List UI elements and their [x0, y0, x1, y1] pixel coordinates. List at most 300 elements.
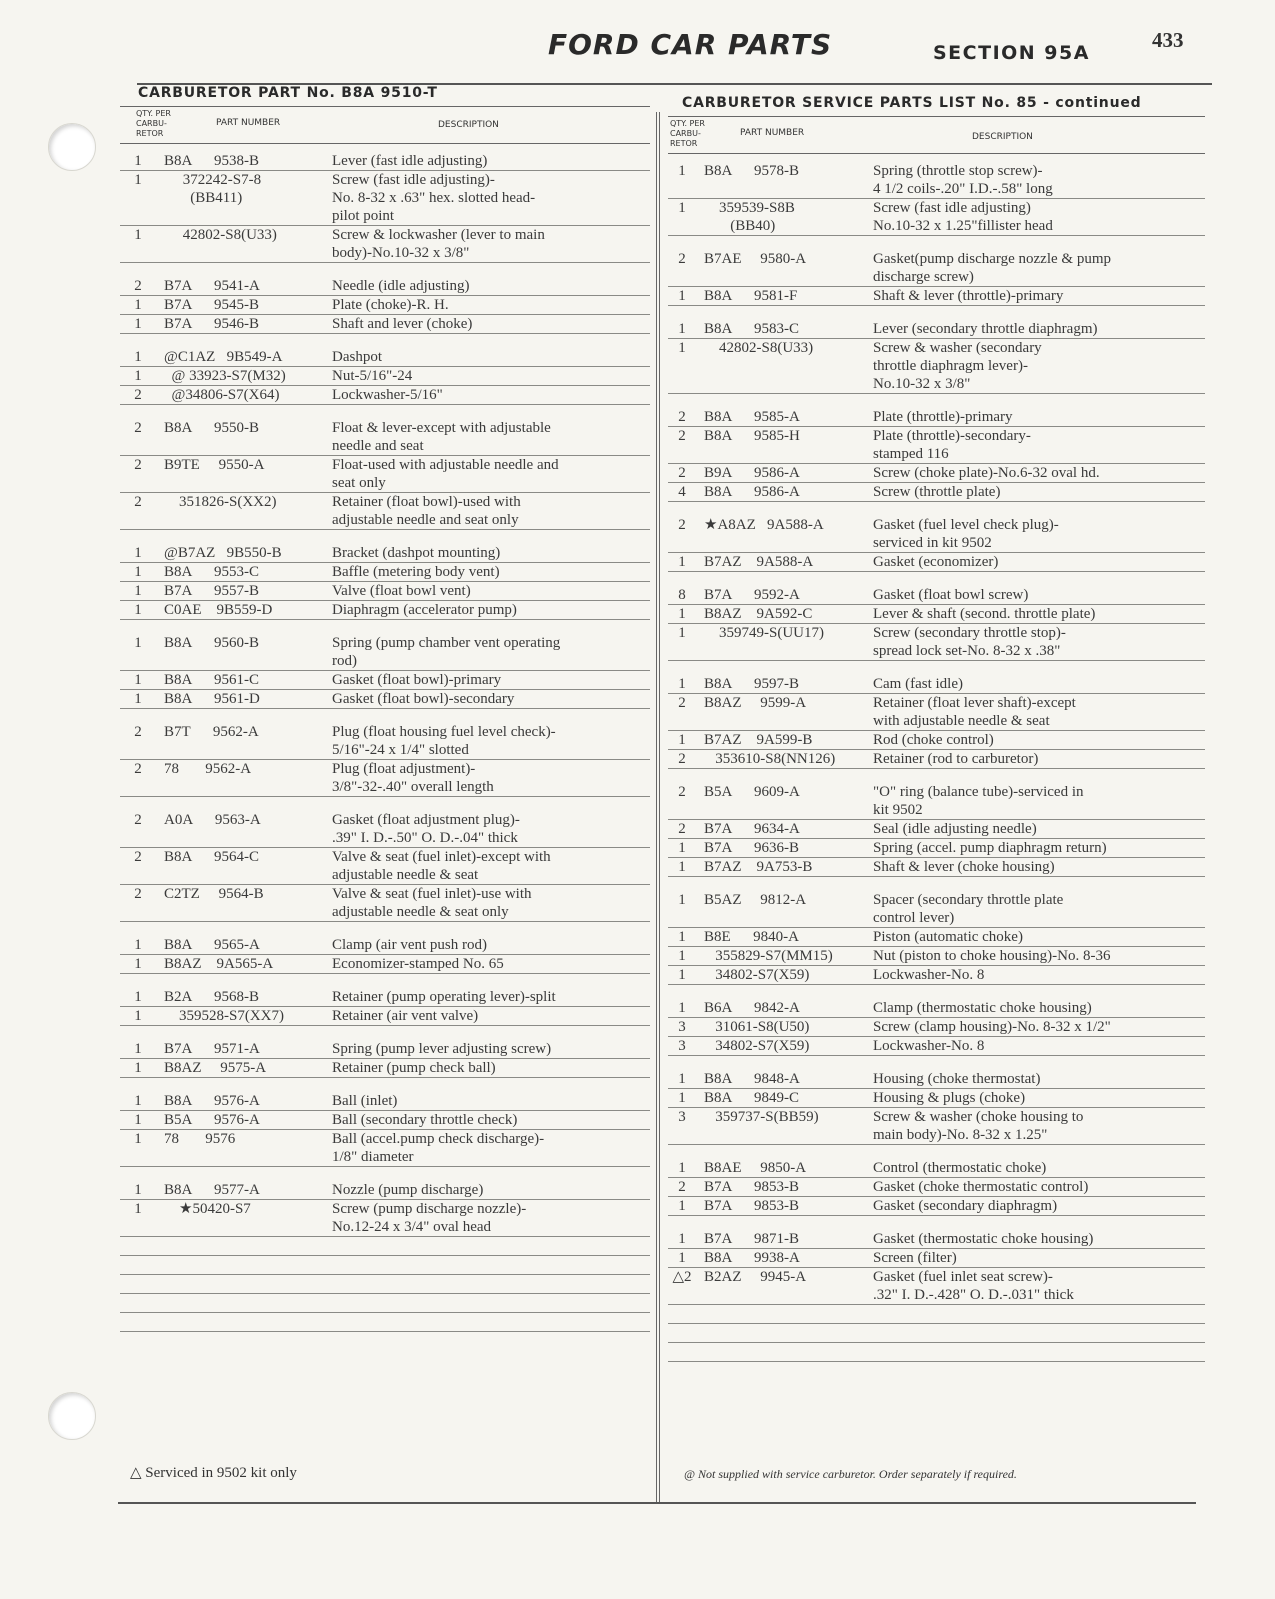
blank-ruled-line [120, 1237, 650, 1256]
part-row [120, 601, 650, 620]
description: Nut-5/16"-24 [332, 368, 413, 384]
description: Lockwasher-5/16" [332, 387, 443, 403]
qty: 1 [678, 554, 686, 570]
description-header: DESCRIPTION [972, 132, 1033, 142]
part-number: B8A 9553-C [164, 564, 260, 580]
part-number: 31061-S8(U50) [704, 1019, 810, 1035]
qty: 1 [134, 1060, 142, 1076]
part-row [668, 999, 1205, 1018]
qty: 1 [134, 172, 142, 188]
description: Housing & plugs (choke) [873, 1090, 1026, 1106]
right-column-header [668, 116, 1205, 154]
part-row [668, 694, 1205, 731]
part-number: B8A 9577-A [164, 1182, 260, 1198]
brand-title: FORD CAR PARTS [548, 28, 833, 61]
blank-ruled-line [668, 1305, 1205, 1324]
description: Gasket (economizer) [873, 554, 999, 570]
qty: 1 [678, 840, 686, 856]
part-row [668, 250, 1205, 287]
part-row [120, 1059, 650, 1078]
qty: 1 [678, 676, 686, 692]
part-number: B7A 9557-B [164, 583, 260, 599]
part-row [668, 516, 1205, 553]
part-row [120, 386, 650, 405]
part-number: B8A 9849-C [704, 1090, 800, 1106]
part-number: 359737-S(BB59) [704, 1109, 819, 1125]
binder-hole-top [48, 123, 96, 171]
part-row [668, 1268, 1205, 1305]
part-row [120, 848, 650, 885]
description: Lever & shaft (second. throttle plate) [873, 606, 1096, 622]
part-row [120, 171, 650, 226]
qty: 2 [678, 784, 686, 800]
part-number: 372242-S7-8 (BB411) [182, 172, 262, 206]
qty: 1 [134, 368, 142, 384]
part-row [668, 731, 1205, 750]
qty: 1 [678, 606, 686, 622]
description: Screw (secondary throttle stop)- spread lock set-No. 8-32 x .38" [873, 625, 1066, 659]
description: Retainer (pump operating lever)-split [332, 989, 556, 1005]
part-row [120, 671, 650, 690]
description: Rod (choke control) [873, 732, 994, 748]
part-row [668, 320, 1205, 339]
qty: 2 [678, 517, 686, 533]
part-number: B9TE 9550-A [164, 457, 265, 473]
part-row [668, 162, 1205, 199]
qty-header: QTY. PER CARBU- RETOR [136, 109, 171, 138]
part-row [120, 152, 650, 171]
part-row [120, 226, 650, 263]
qty: 1 [678, 732, 686, 748]
blank-ruled-line [668, 1324, 1205, 1343]
left-column-header [120, 106, 650, 144]
blank-ruled-line [120, 1256, 650, 1275]
description: Gasket (secondary diaphragm) [873, 1198, 1058, 1214]
part-number: B5AZ 9812-A [704, 892, 807, 908]
qty: 2 [678, 751, 686, 767]
description: Ball (secondary throttle check) [332, 1112, 518, 1128]
part-number: B8A 9578-B [704, 163, 800, 179]
part-number: B6A 9842-A [704, 1000, 800, 1016]
part-row [668, 1159, 1205, 1178]
description: Retainer (float bowl)-used with adjustable needle and seat only [332, 494, 521, 528]
description: Cam (fast idle) [873, 676, 963, 692]
part-row [120, 885, 650, 922]
qty: 1 [678, 340, 686, 356]
qty: 1 [134, 691, 142, 707]
description: Screen (filter) [873, 1250, 957, 1266]
description: Spring (throttle stop screw)- 4 1/2 coils-.20" I.D.-.58" long [873, 163, 1053, 197]
qty: 1 [678, 967, 686, 983]
description: Gasket (float bowl)-primary [332, 672, 502, 688]
part-number: B8A 9848-A [704, 1071, 800, 1087]
qty-header: QTY. PER CARBU- RETOR [670, 119, 705, 148]
part-row [668, 553, 1205, 572]
part-row [120, 582, 650, 601]
part-number: B7A 9546-B [164, 316, 260, 332]
part-number: 34802-S7(X59) [704, 1038, 810, 1054]
part-number: B8AZ 9575-A [164, 1060, 267, 1076]
part-number: B7A 9592-A [704, 587, 800, 603]
part-row [668, 1070, 1205, 1089]
qty: 1 [134, 1131, 142, 1147]
description: Clamp (thermostatic choke housing) [873, 1000, 1092, 1016]
part-row [668, 783, 1205, 820]
description: Lockwasher-No. 8 [873, 967, 985, 983]
part-row [668, 1018, 1205, 1037]
section-label: SECTION 95A [933, 42, 1090, 64]
footer-rule [118, 1502, 1196, 1504]
part-row [120, 367, 650, 386]
part-row [120, 988, 650, 1007]
qty: 8 [678, 587, 686, 603]
part-number: A0A 9563-A [164, 812, 261, 828]
description: Retainer (pump check ball) [332, 1060, 496, 1076]
qty: 1 [134, 1201, 142, 1217]
part-number: B5A 9576-A [164, 1112, 260, 1128]
right-column-title: CARBURETOR SERVICE PARTS LIST No. 85 - continued [682, 95, 1142, 111]
qty: 2 [134, 886, 142, 902]
qty: 1 [134, 316, 142, 332]
qty: 1 [678, 948, 686, 964]
part-number: B7A 9871-B [704, 1231, 800, 1247]
part-row [120, 419, 650, 456]
part-row [120, 277, 650, 296]
part-row [120, 760, 650, 797]
qty: 2 [678, 1179, 686, 1195]
part-row [668, 839, 1205, 858]
part-row [120, 955, 650, 974]
description: Screw (pump discharge nozzle)- No.12-24 x 3/4" oval head [332, 1201, 527, 1235]
part-row [668, 1230, 1205, 1249]
description: Bracket (dashpot mounting) [332, 545, 501, 561]
description: Needle (idle adjusting) [332, 278, 470, 294]
part-number: B8A 9561-D [164, 691, 260, 707]
part-row [120, 936, 650, 955]
part-number: @B7AZ 9B550-B [164, 545, 282, 561]
qty: 1 [134, 545, 142, 561]
part-number: B7T 9562-A [164, 724, 259, 740]
qty: 2 [134, 420, 142, 436]
part-number: B8A 9561-C [164, 672, 260, 688]
part-row [120, 563, 650, 582]
description: Plate (throttle)-primary [873, 409, 1013, 425]
part-number: B8AZ 9599-A [704, 695, 807, 711]
qty: 3 [678, 1038, 686, 1054]
part-row [120, 315, 650, 334]
qty: 1 [678, 1000, 686, 1016]
description: Shaft & lever (choke housing) [873, 859, 1055, 875]
part-number: B7A 9634-A [704, 821, 800, 837]
description: Screw & washer (secondary throttle diaphragm lever)- No.10-32 x 3/8" [873, 340, 1042, 392]
part-row [668, 675, 1205, 694]
left-column-title: CARBURETOR PART No. B8A 9510-T [138, 85, 438, 101]
part-number: B8AZ 9A592-C [704, 606, 813, 622]
part-number: B9A 9586-A [704, 465, 800, 481]
description: Shaft & lever (throttle)-primary [873, 288, 1064, 304]
qty: 1 [678, 321, 686, 337]
qty: 2 [134, 387, 142, 403]
part-row [668, 1197, 1205, 1216]
qty: 1 [678, 1198, 686, 1214]
part-number: B8A 9583-C [704, 321, 800, 337]
description: Screw (fast idle adjusting) No.10-32 x 1.25"fillister head [873, 200, 1053, 234]
description: Gasket (thermostatic choke housing) [873, 1231, 1094, 1247]
blank-ruled-line [120, 1275, 650, 1294]
part-number: B7AZ 9A599-B [704, 732, 813, 748]
qty: 2 [134, 278, 142, 294]
qty: 1 [134, 153, 142, 169]
qty: 2 [678, 409, 686, 425]
description: Ball (inlet) [332, 1093, 398, 1109]
description: Gasket (float adjustment plug)- .39" I. D.-.50" O. D.-.04" thick [332, 812, 520, 846]
qty: 1 [678, 1090, 686, 1106]
description: Diaphragm (accelerator pump) [332, 602, 517, 618]
description: Plate (throttle)-secondary- stamped 116 [873, 428, 1031, 462]
qty: 1 [134, 1041, 142, 1057]
part-number: ★A8AZ 9A588-A [704, 517, 824, 533]
description: Float-used with adjustable needle and seat only [332, 457, 559, 491]
part-row [120, 1181, 650, 1200]
qty: 1 [678, 1071, 686, 1087]
part-row [120, 296, 650, 315]
qty: 1 [134, 227, 142, 243]
description: Gasket (float bowl screw) [873, 587, 1029, 603]
qty: 1 [134, 1112, 142, 1128]
part-row [668, 1249, 1205, 1268]
qty: 1 [678, 1250, 686, 1266]
description: Retainer (float lever shaft)-except with adjustable needle & seat [873, 695, 1076, 729]
part-row [668, 408, 1205, 427]
part-number: 78 9576 [164, 1131, 236, 1147]
part-number: @ 33923-S7(M32) [164, 368, 286, 384]
description: Screw (throttle plate) [873, 484, 1001, 500]
part-row [668, 624, 1205, 661]
part-row [120, 690, 650, 709]
qty: 1 [678, 1231, 686, 1247]
description: Screw (choke plate)-No.6-32 oval hd. [873, 465, 1100, 481]
description: Nut (piston to choke housing)-No. 8-36 [873, 948, 1111, 964]
description: Baffle (metering body vent) [332, 564, 500, 580]
description: Spring (pump lever adjusting screw) [332, 1041, 552, 1057]
description: Spacer (secondary throttle plate control lever) [873, 892, 1064, 926]
part-number: B8A 9938-A [704, 1250, 800, 1266]
part-number: B8A 9576-A [164, 1093, 260, 1109]
qty: 1 [134, 1008, 142, 1024]
part-row [120, 1040, 650, 1059]
part-row [668, 586, 1205, 605]
part-row [668, 858, 1205, 877]
qty: 2 [678, 821, 686, 837]
description: Float & lever-except with adjustable needle and seat [332, 420, 551, 454]
part-row [668, 199, 1205, 236]
part-number: 42802-S8(U33) [704, 340, 814, 356]
blank-ruled-line [120, 1313, 650, 1332]
part-number: B2AZ 9945-A [704, 1269, 807, 1285]
qty: 1 [134, 1093, 142, 1109]
footnote-not-supplied: @ Not supplied with service carburetor. Order separately if required. [684, 1467, 1017, 1481]
footnote-kit: △ Serviced in 9502 kit only [130, 1465, 297, 1481]
part-number: C0AE 9B559-D [164, 602, 273, 618]
description: "O" ring (balance tube)-serviced in kit 9502 [873, 784, 1084, 818]
qty: 2 [678, 465, 686, 481]
part-number: B8A 9586-A [704, 484, 800, 500]
page-number: 433 [1152, 28, 1184, 52]
part-number: 359539-S8B (BB40) [719, 200, 795, 234]
part-row [668, 947, 1205, 966]
description: Dashpot [332, 349, 382, 365]
part-row [668, 1089, 1205, 1108]
description: Gasket (fuel inlet seat screw)- .32" I. D.-.428" O. D.-.031" thick [873, 1269, 1074, 1303]
part-number: B7AE 9580-A [704, 251, 807, 267]
part-row [668, 1178, 1205, 1197]
qty: 1 [678, 163, 686, 179]
part-row [120, 493, 650, 530]
qty: 2 [134, 812, 142, 828]
description: Shaft and lever (choke) [332, 316, 473, 332]
part-row [668, 750, 1205, 769]
part-row [120, 1111, 650, 1130]
description-header: DESCRIPTION [438, 120, 499, 130]
left-parts-list [120, 152, 650, 1332]
part-number: B8A 9538-B [164, 153, 260, 169]
description: Valve & seat (fuel inlet)-use with adjustable needle & seat only [332, 886, 532, 920]
description: Retainer (air vent valve) [332, 1008, 479, 1024]
part-number: B2A 9568-B [164, 989, 260, 1005]
qty: 4 [678, 484, 686, 500]
part-row [668, 605, 1205, 624]
binder-hole-bottom [48, 1392, 96, 1440]
part-row [120, 1200, 650, 1237]
part-row [668, 820, 1205, 839]
part-row [668, 483, 1205, 502]
part-number: B8E 9840-A [704, 929, 799, 945]
qty: 2 [678, 695, 686, 711]
left-column [120, 80, 650, 1332]
description: Ball (accel.pump check discharge)- 1/8" diameter [332, 1131, 545, 1165]
description: Gasket (float bowl)-secondary [332, 691, 515, 707]
description: Housing (choke thermostat) [873, 1071, 1041, 1087]
part-row [668, 464, 1205, 483]
part-row [120, 456, 650, 493]
part-number: @34806-S7(X64) [164, 387, 280, 403]
part-row [668, 427, 1205, 464]
part-number: ★50420-S7 [164, 1201, 251, 1217]
qty: 1 [678, 929, 686, 945]
part-row [668, 287, 1205, 306]
blank-ruled-line [668, 1343, 1205, 1362]
description: Screw (clamp housing)-No. 8-32 x 1/2" [873, 1019, 1111, 1035]
part-number: B8A 9565-A [164, 937, 260, 953]
qty: 1 [134, 297, 142, 313]
part-row [668, 339, 1205, 394]
blank-ruled-line [120, 1294, 650, 1313]
description: Screw (fast idle adjusting)- No. 8-32 x .63" hex. slotted head- pilot point [332, 172, 536, 224]
description: Valve & seat (fuel inlet)-except with adjustable needle & seat [332, 849, 551, 883]
description: Spring (pump chamber vent operating rod) [332, 635, 561, 669]
qty: 1 [678, 892, 686, 908]
qty: 1 [678, 625, 686, 641]
part-number: B8AE 9850-A [704, 1160, 807, 1176]
part-number: B8AZ 9A565-A [164, 956, 274, 972]
right-column [668, 90, 1205, 1362]
part-row [120, 811, 650, 848]
part-number: B7A 9571-A [164, 1041, 260, 1057]
part-number: B7A 9853-B [704, 1179, 800, 1195]
qty: 1 [678, 288, 686, 304]
description: Gasket(pump discharge nozzle & pump discharge screw) [873, 251, 1111, 285]
qty: 3 [678, 1019, 686, 1035]
description: Screw & washer (choke housing to main body)-No. 8-32 x 1.25" [873, 1109, 1084, 1143]
qty: 2 [678, 428, 686, 444]
part-number: 359528-S7(XX7) [164, 1008, 284, 1024]
qty: 2 [134, 724, 142, 740]
part-number: 359749-S(UU17) [704, 625, 824, 641]
qty: 1 [134, 583, 142, 599]
part-number: B7AZ 9A588-A [704, 554, 814, 570]
qty: 1 [134, 937, 142, 953]
qty: 1 [134, 602, 142, 618]
description: Plate (choke)-R. H. [332, 297, 449, 313]
part-row [668, 1037, 1205, 1056]
part-number: B7A 9545-B [164, 297, 260, 313]
description: Gasket (choke thermostatic control) [873, 1179, 1089, 1195]
part-number: 353610-S8(NN126) [704, 751, 836, 767]
description: Piston (automatic choke) [873, 929, 1023, 945]
qty: 1 [134, 956, 142, 972]
qty: 1 [134, 1182, 142, 1198]
qty: 1 [678, 859, 686, 875]
description: Economizer-stamped No. 65 [332, 956, 504, 972]
description: Plug (float adjustment)- 3/8"-32-.40" overall length [332, 761, 494, 795]
part-number: B5A 9609-A [704, 784, 800, 800]
part-number: 42802-S8(U33) [164, 227, 277, 243]
qty: 1 [134, 564, 142, 580]
part-number-header: PART NUMBER [216, 118, 281, 128]
part-row [120, 1007, 650, 1026]
part-number: B7A 9541-A [164, 278, 260, 294]
qty: 1 [134, 672, 142, 688]
part-number: B7A 9636-B [704, 840, 800, 856]
part-row [668, 1108, 1205, 1145]
description: Lockwasher-No. 8 [873, 1038, 985, 1054]
qty: 2 [678, 251, 686, 267]
part-number: B8A 9581-F [704, 288, 798, 304]
qty: 2 [134, 494, 142, 510]
part-row [120, 1092, 650, 1111]
part-row [668, 891, 1205, 928]
qty: 1 [678, 200, 686, 216]
right-parts-list [668, 162, 1205, 1362]
description: Screw & lockwasher (lever to main body)-No.10-32 x 3/8" [332, 227, 545, 261]
part-number: B8A 9597-B [704, 676, 800, 692]
part-row [120, 634, 650, 671]
description: Spring (accel. pump diaphragm return) [873, 840, 1107, 856]
part-row [668, 928, 1205, 947]
part-number: 351826-S(XX2) [164, 494, 277, 510]
description: Clamp (air vent push rod) [332, 937, 487, 953]
description: Gasket (fuel level check plug)- serviced in kit 9502 [873, 517, 1059, 551]
qty: 3 [678, 1109, 686, 1125]
description: Plug (float housing fuel level check)- 5/16"-24 x 1/4" slotted [332, 724, 556, 758]
part-number: B8A 9560-B [164, 635, 260, 651]
qty: 2 [134, 761, 142, 777]
part-row [120, 348, 650, 367]
part-row [668, 966, 1205, 985]
part-number: 78 9562-A [164, 761, 252, 777]
part-number: @C1AZ 9B549-A [164, 349, 283, 365]
part-number: B8A 9564-C [164, 849, 260, 865]
